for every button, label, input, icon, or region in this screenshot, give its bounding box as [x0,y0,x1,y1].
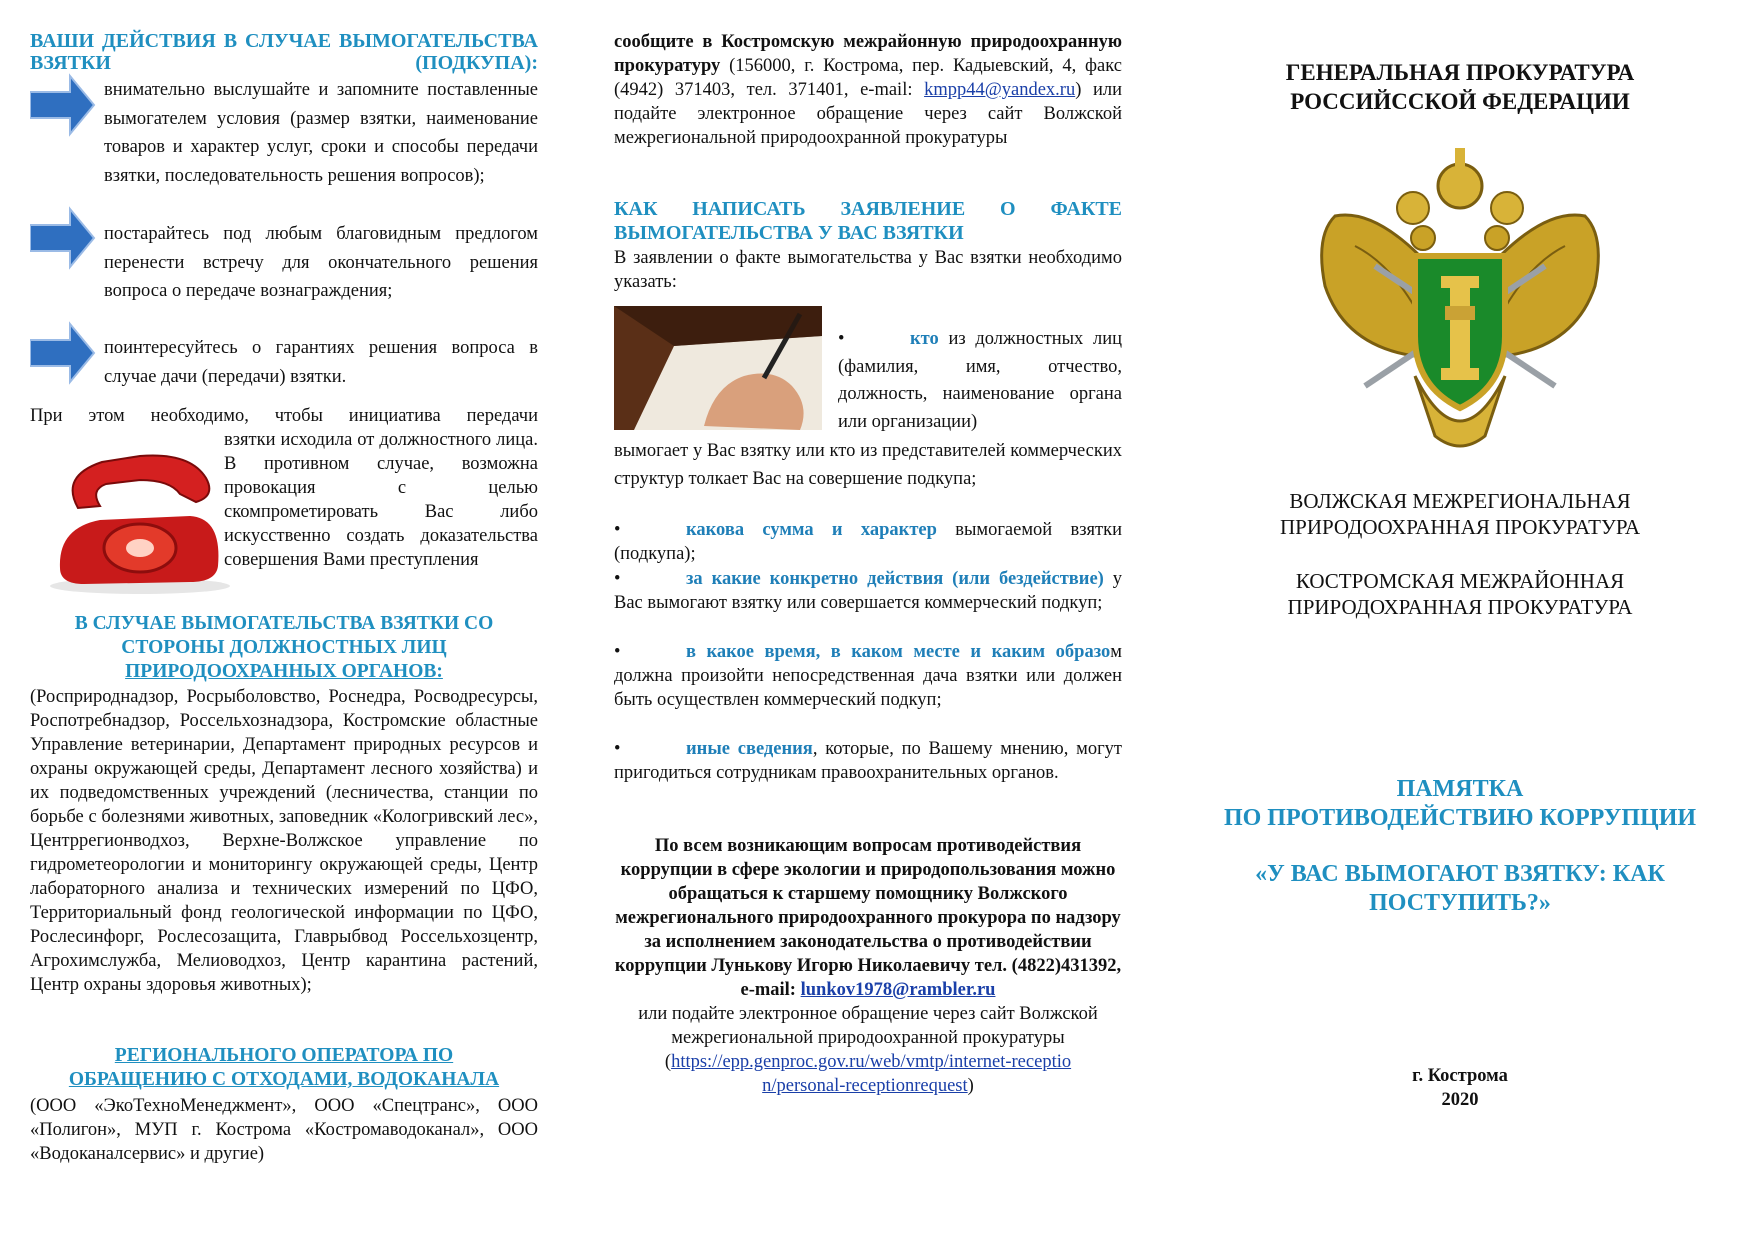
statement-bullet-5-text: , которые, по Вашему мнению, могут пригодиться сотрудникам правоохранительных органов. [614,739,1122,783]
city: г. Кострома [1412,1066,1508,1086]
report-intro [614,30,1122,150]
statement-bullet-1-text: из должностных лиц (фамилия, имя, отчество, должность, наименование органа или организации) [838,329,1122,432]
writing-hand-photo [614,306,822,430]
telephone-icon [40,448,240,598]
memo-title [1190,775,1730,833]
statement-bullet-2 [614,518,1122,566]
contact-rest: или подайте электронное обращение через сайт Волжской межрегиональной природоохранной прокуратуры [638,1004,1098,1048]
statement-bullet-3-highlight: за какие конкретно действия (или бездействие) [686,569,1104,589]
officials-heading-line-2: СТОРОНЫ ДОЛЖНОСТНЫХ ЛИЦ [121,637,447,658]
contact-block [614,834,1122,1098]
action-bullet-3: поинтересуйтесь о гарантиях решения вопроса в случае дачи (передачи) взятки. [104,338,538,387]
memo-title-line-2: ПО ПРОТИВОДЕЙСТВИЮ КОРРУПЦИИ [1223,805,1697,831]
contact-email-link[interactable]: lunkov1978@rambler.ru [800,980,996,1000]
arrow-right-icon [30,320,96,386]
agency-title-line-1: ГЕНЕРАЛЬНАЯ ПРОКУРАТУРА [1285,60,1635,85]
kostroma-prosecutor-line-2: ПРИРОДОХРАННАЯ ПРОКУРАТУРА [1287,595,1633,619]
memo-title-line-1: ПАМЯТКА [1396,776,1524,802]
volga-prosecutor-line-1: ВОЛЖСКАЯ МЕЖРЕГИОНАЛЬНАЯ [1289,489,1631,513]
bullet-dot: • [838,329,845,349]
memo-quote [1190,860,1730,918]
operator-heading-line-2: ОБРАЩЕНИЮ С ОТХОДАМИ, ВОДОКАНАЛА [68,1069,500,1090]
bullet-dot: • [614,569,621,589]
report-intro-bold: сообщите в Костромскую межрайонную природоохранную прокуратуру [614,32,1122,76]
officials-heading [30,612,538,684]
statement-bullet-5 [614,737,1122,785]
bullet-dot: • [614,739,621,759]
year: 2020 [1441,1090,1479,1110]
arrow-right-icon [30,205,96,271]
statement-bullet-3 [614,567,1122,615]
statement-bullet-4-text: м должна произойти непосредственная дача взятки или должен быть осуществлен коммерческий подкуп; [614,642,1122,710]
contact-person: По всем возникающим вопросам противодействия коррупции в сфере экологии и природопользования можно обращаться к старшему помощнику Волжского межрегионального природоохранного прокурора по надзору за исполнением законодательства о противодействии коррупции Лунькову Игорю Николаевичу тел. (4822)431392, [614,836,1122,976]
prosecutor-emblem-icon [1305,146,1615,462]
statement-bullet-5-highlight: иные сведения [686,739,813,759]
initiative-paragraph-first: При этом необходимо, чтобы инициатива передачи [30,406,538,426]
statement-bullet-2-highlight: какова сумма и характер [686,520,937,540]
url-close-paren: ) [967,1076,974,1096]
bullet-dot: • [614,520,621,540]
statement-heading: КАК НАПИСАТЬ ЗАЯВЛЕНИЕ О ФАКТЕ ВЫМОГАТЕЛЬСТВА У ВАС ВЗЯТКИ [614,198,1122,244]
operator-heading [30,1044,538,1092]
memo-quote-line-2: ПОСТУПИТЬ?» [1369,890,1551,916]
statement-lead: В заявлении о факте вымогательства у Вас взятки необходимо указать: [614,248,1122,292]
memo-quote-line-1: «У ВАС ВЫМОГАЮТ ВЗЯТКУ: КАК [1255,861,1665,887]
statement-bullet-4-highlight: в какое время, в каком месте и каким образо [686,642,1111,662]
agency-title [1190,58,1730,116]
statement-bullet-4 [614,640,1122,712]
prosecutor-email-link[interactable]: kmpp44@yandex.ru [924,80,1076,100]
statement-bullet-3-text: у Вас вымогают взятку или совершается коммерческий подкуп; [614,569,1123,613]
operator-heading-line-1: РЕГИОНАЛЬНОГО ОПЕРАТОРА ПО [114,1045,454,1066]
statement-bullet-1-highlight: кто [910,329,939,349]
bullet-dot: • [614,642,621,662]
actions-heading: ВАШИ ДЕЙСТВИЯ В СЛУЧАЕ ВЫМОГАТЕЛЬСТВА ВЗЯТКИ (ПОДКУПА): [30,30,538,74]
arrow-right-icon [30,72,96,138]
contact-email-line [614,978,1122,1002]
operators-list: (ООО «ЭкоТехноМенеджмент», ООО «Спецтранс», ООО «Полигон», МУП г. Кострома «Костромаводоканал», ООО «Водоканалсервис» и другие) [30,1096,538,1164]
initiative-paragraph-rest: взятки исходила от должностного лица. В противном случае, возможна провокация с целью скомпрометировать Вас либо искусственно создать доказательства совершения Вами преступления [224,430,538,570]
statement-bullet-1 [838,326,1122,436]
contact-email-label: e-mail: [740,980,801,1000]
kostroma-prosecutor-line-1: КОСТРОМСКАЯ МЕЖРАЙОННАЯ [1295,569,1625,593]
report-intro-tail: ) или подайте электронное обращение через сайт Волжской межрегиональной природоохранной прокуратуры [614,80,1122,148]
officials-heading-line-3: ПРИРОДООХРАННЫХ ОРГАНОВ: [125,661,443,682]
kostroma-prosecutor [1190,568,1730,620]
url-open-paren: ( [664,1052,672,1072]
volga-prosecutor-line-2: ПРИРОДООХРАННАЯ ПРОКУРАТУРА [1279,515,1641,539]
agency-title-line-2: РОССИЙССКОЙ ФЕДЕРАЦИИ [1290,89,1630,114]
volga-prosecutor [1190,488,1730,540]
reception-url-link[interactable]: https://epp.genproc.gov.ru/web/vmtp/internet-reception/personal-receptionrequest [671,1052,1072,1096]
action-bullet-1: внимательно выслушайте и запомните поставленные вымогателем условия (размер взятки, наименование товаров и характер услуг, сроки и способы передачи взятки, последовательность решения вопросов); [104,80,538,186]
action-bullet-2: постарайтесь под любым благовидным предлогом перенести встречу для окончательного решения вопроса о передаче вознаграждения; [104,224,538,301]
officials-heading-line-1: В СЛУЧАЕ ВЫМОГАТЕЛЬСТВА ВЗЯТКИ СО [74,613,494,634]
agencies-list: (Росприроднадзор, Росрыболовство, Роснедра, Росводресурсы, Роспотребнадзор, Россельхознадзора, Костромские областные Управление ветеринарии, Департамент природных ресурсов и охраны окружающей среды, Департамент лесного хозяйства) и их подведомственных учреждений (лесничества, станции по борьбе с болезнями животных, заповедник «Кологривский лес», Центррегионводхоз, Верхне-Волжское управление по гидрометеорологии и мониторингу окружающей среды, Центр лабораторного анализа и технических измерений по ЦФО, Территориальный фонд геологической информации по ЦФО, Рослесинфорг, Рослесозащита, Главрыбвод Россельхозцентр, Агрохимслужба, Мелиоводхоз, Центр карантина растений, Центр охраны здоровья животных); [30,687,538,995]
report-intro-address: (156000, г. Кострома, пер. Кадыевский, 4, факс (4942) 371403, тел. 371401, [614,56,1122,100]
statement-bullet-1-continued: вымогает у Вас взятку или кто из представителей коммерческих структур толкает Вас на совершение подкупа; [614,441,1122,489]
statement-bullet-2-text: вымогаемой взятки (подкупа); [614,520,1122,564]
reception-url-line [614,1050,1122,1098]
place-date [1190,1064,1730,1112]
email-label: e-mail: [860,80,925,100]
